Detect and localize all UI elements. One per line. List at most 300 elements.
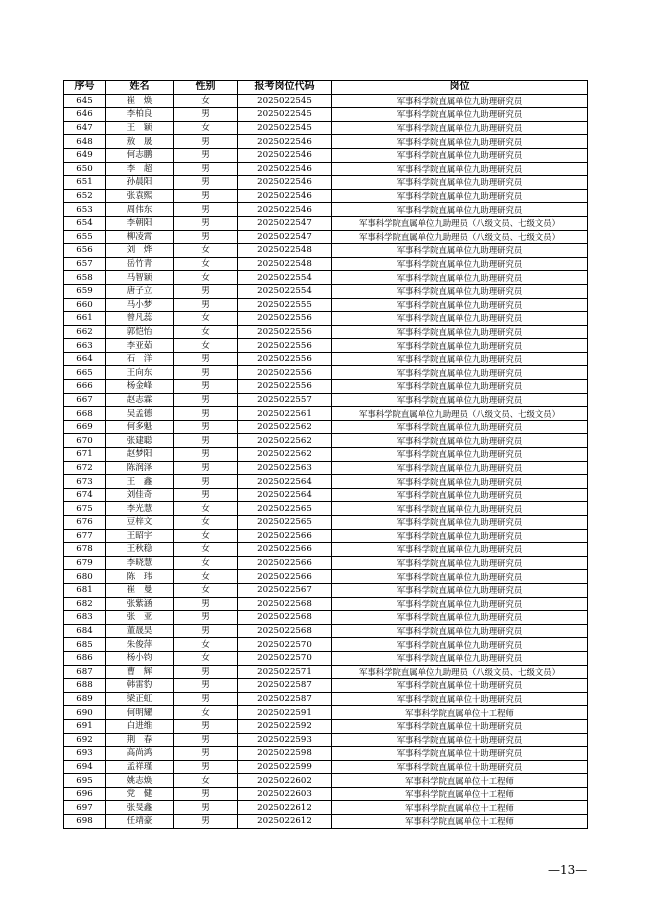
candidate-table: [63, 80, 588, 829]
gender-cell: 女: [174, 339, 238, 353]
gender-cell: 女: [174, 556, 238, 570]
gender-cell: 男: [174, 298, 238, 312]
table-row: [64, 570, 588, 584]
name-cell: 郭恺怡: [106, 325, 174, 339]
position-code-cell: 2025022599: [238, 760, 332, 774]
serial-cell: 645: [64, 94, 106, 108]
position-cell: 军事科学院直属单位九助理研究员: [332, 380, 588, 394]
gender-cell: 女: [174, 502, 238, 516]
header-name: 姓名: [106, 81, 174, 95]
position-cell: 军事科学院直属单位九助理研究员: [332, 583, 588, 597]
name-cell: 荆 春: [106, 733, 174, 747]
gender-cell: 男: [174, 448, 238, 462]
position-cell: 军事科学院直属单位九助理研究员: [332, 448, 588, 462]
position-cell: 军事科学院直属单位九助理研究员: [332, 529, 588, 543]
position-cell: 军事科学院直属单位九助理研究员: [332, 475, 588, 489]
gender-cell: 男: [174, 679, 238, 693]
position-code-cell: 2025022556: [238, 312, 332, 326]
position-cell: 军事科学院直属单位九助理研究员: [332, 325, 588, 339]
position-cell: 军事科学院直属单位十工程师: [332, 801, 588, 815]
position-code-cell: 2025022591: [238, 706, 332, 720]
gender-cell: 女: [174, 570, 238, 584]
table-row: [64, 271, 588, 285]
name-cell: 马智颖: [106, 271, 174, 285]
table-row: [64, 733, 588, 747]
position-code-cell: 2025022564: [238, 488, 332, 502]
position-cell: 军事科学院直属单位九助理研究员: [332, 502, 588, 516]
table-row: [64, 312, 588, 326]
name-cell: 党 健: [106, 787, 174, 801]
table-row: [64, 624, 588, 638]
serial-cell: 698: [64, 815, 106, 829]
serial-cell: 666: [64, 380, 106, 394]
name-cell: 何明耀: [106, 706, 174, 720]
gender-cell: 男: [174, 135, 238, 149]
position-code-cell: 2025022566: [238, 543, 332, 557]
position-cell: 军事科学院直属单位九助理研究员: [332, 244, 588, 258]
position-cell: 军事科学院直属单位九助理员（八级文员、七级文员）: [332, 230, 588, 244]
position-code-cell: 2025022556: [238, 325, 332, 339]
table-row: [64, 366, 588, 380]
page-number: —13—: [548, 863, 588, 877]
table-row: [64, 488, 588, 502]
table-row: [64, 611, 588, 625]
position-code-cell: 2025022612: [238, 801, 332, 815]
serial-cell: 683: [64, 611, 106, 625]
position-code-cell: 2025022603: [238, 787, 332, 801]
header-position-code: 报考岗位代码: [238, 81, 332, 95]
name-cell: 周伟东: [106, 203, 174, 217]
position-cell: 军事科学院直属单位十工程师: [332, 787, 588, 801]
name-cell: 董晟昊: [106, 624, 174, 638]
position-code-cell: 2025022568: [238, 597, 332, 611]
serial-cell: 682: [64, 597, 106, 611]
gender-cell: 男: [174, 108, 238, 122]
position-cell: 军事科学院直属单位九助理员（八级文员、七级文员）: [332, 216, 588, 230]
serial-cell: 676: [64, 516, 106, 530]
name-cell: 王秋稳: [106, 543, 174, 557]
serial-cell: 660: [64, 298, 106, 312]
header-serial: 序号: [64, 81, 106, 95]
position-code-cell: 2025022587: [238, 692, 332, 706]
table-row: [64, 121, 588, 135]
position-cell: 军事科学院直属单位九助理研究员: [332, 176, 588, 190]
table-row: [64, 475, 588, 489]
gender-cell: 女: [174, 516, 238, 530]
table-row: [64, 189, 588, 203]
serial-cell: 685: [64, 638, 106, 652]
serial-cell: 681: [64, 583, 106, 597]
position-cell: 军事科学院直属单位九助理研究员: [332, 352, 588, 366]
position-cell: 军事科学院直属单位九助理研究员: [332, 651, 588, 665]
position-code-cell: 2025022557: [238, 393, 332, 407]
table-row: [64, 352, 588, 366]
name-cell: 李亚茹: [106, 339, 174, 353]
position-cell: 军事科学院直属单位九助理员（八级文员、七级文员）: [332, 407, 588, 421]
serial-cell: 697: [64, 801, 106, 815]
name-cell: 敖 晟: [106, 135, 174, 149]
serial-cell: 678: [64, 543, 106, 557]
position-cell: 军事科学院直属单位九助理研究员: [332, 121, 588, 135]
table-row: [64, 244, 588, 258]
table-row: [64, 108, 588, 122]
serial-cell: 674: [64, 488, 106, 502]
gender-cell: 男: [174, 407, 238, 421]
position-cell: 军事科学院直属单位九助理研究员: [332, 284, 588, 298]
gender-cell: 男: [174, 434, 238, 448]
gender-cell: 男: [174, 733, 238, 747]
position-cell: 军事科学院直属单位九助理研究员: [332, 366, 588, 380]
name-cell: 孟祥瑾: [106, 760, 174, 774]
table-row: [64, 665, 588, 679]
position-code-cell: 2025022565: [238, 502, 332, 516]
gender-cell: 男: [174, 801, 238, 815]
position-cell: 军事科学院直属单位十助理研究员: [332, 760, 588, 774]
gender-cell: 女: [174, 325, 238, 339]
name-cell: 高尚鸿: [106, 747, 174, 761]
position-code-cell: 2025022546: [238, 203, 332, 217]
position-code-cell: 2025022562: [238, 420, 332, 434]
name-cell: 李晓慧: [106, 556, 174, 570]
serial-cell: 675: [64, 502, 106, 516]
position-cell: 军事科学院直属单位九助理研究员: [332, 298, 588, 312]
serial-cell: 668: [64, 407, 106, 421]
name-cell: 韩雷豹: [106, 679, 174, 693]
position-cell: 军事科学院直属单位十助理研究员: [332, 747, 588, 761]
serial-cell: 687: [64, 665, 106, 679]
name-cell: 吴孟德: [106, 407, 174, 421]
position-cell: 军事科学院直属单位九助理研究员: [332, 638, 588, 652]
name-cell: 赵梦阳: [106, 448, 174, 462]
name-cell: 王昭宇: [106, 529, 174, 543]
serial-cell: 690: [64, 706, 106, 720]
name-cell: 马小梦: [106, 298, 174, 312]
position-cell: 军事科学院直属单位九助理研究员: [332, 434, 588, 448]
serial-cell: 662: [64, 325, 106, 339]
table-row: [64, 556, 588, 570]
position-cell: 军事科学院直属单位九助理研究员: [332, 570, 588, 584]
position-code-cell: 2025022561: [238, 407, 332, 421]
serial-cell: 665: [64, 366, 106, 380]
position-cell: 军事科学院直属单位十助理研究员: [332, 719, 588, 733]
serial-cell: 692: [64, 733, 106, 747]
gender-cell: 男: [174, 488, 238, 502]
table-row: [64, 176, 588, 190]
position-code-cell: 2025022612: [238, 815, 332, 829]
position-code-cell: 2025022567: [238, 583, 332, 597]
position-cell: 军事科学院直属单位九助理研究员: [332, 339, 588, 353]
serial-cell: 684: [64, 624, 106, 638]
table-row: [64, 679, 588, 693]
table-row: [64, 380, 588, 394]
gender-cell: 男: [174, 760, 238, 774]
position-code-cell: 2025022570: [238, 638, 332, 652]
table-row: [64, 94, 588, 108]
gender-cell: 男: [174, 815, 238, 829]
serial-cell: 654: [64, 216, 106, 230]
gender-cell: 女: [174, 529, 238, 543]
position-code-cell: 2025022566: [238, 570, 332, 584]
table-row: [64, 706, 588, 720]
name-cell: 陈 玮: [106, 570, 174, 584]
name-cell: 刘 烨: [106, 244, 174, 258]
serial-cell: 677: [64, 529, 106, 543]
table-row: [64, 339, 588, 353]
position-code-cell: 2025022587: [238, 679, 332, 693]
serial-cell: 680: [64, 570, 106, 584]
serial-cell: 656: [64, 244, 106, 258]
gender-cell: 女: [174, 244, 238, 258]
name-cell: 张紫涵: [106, 597, 174, 611]
gender-cell: 女: [174, 651, 238, 665]
position-cell: 军事科学院直属单位九助理研究员: [332, 108, 588, 122]
serial-cell: 647: [64, 121, 106, 135]
table-row: [64, 393, 588, 407]
name-cell: 何志鹏: [106, 148, 174, 162]
position-code-cell: 2025022571: [238, 665, 332, 679]
table-row: [64, 774, 588, 788]
table-row: [64, 216, 588, 230]
gender-cell: 女: [174, 638, 238, 652]
serial-cell: 672: [64, 461, 106, 475]
position-cell: 军事科学院直属单位十助理研究员: [332, 733, 588, 747]
position-code-cell: 2025022547: [238, 216, 332, 230]
position-code-cell: 2025022546: [238, 176, 332, 190]
name-cell: 石 洋: [106, 352, 174, 366]
position-cell: 军事科学院直属单位九助理研究员: [332, 516, 588, 530]
gender-cell: 男: [174, 665, 238, 679]
table-row: [64, 325, 588, 339]
position-code-cell: 2025022568: [238, 624, 332, 638]
table-row: [64, 420, 588, 434]
position-code-cell: 2025022556: [238, 352, 332, 366]
name-cell: 任靖豪: [106, 815, 174, 829]
serial-cell: 673: [64, 475, 106, 489]
position-code-cell: 2025022556: [238, 366, 332, 380]
table-row: [64, 516, 588, 530]
table-row: [64, 787, 588, 801]
name-cell: 王向东: [106, 366, 174, 380]
table-row: [64, 597, 588, 611]
header-gender: 性别: [174, 81, 238, 95]
name-cell: 孙晨阳: [106, 176, 174, 190]
gender-cell: 男: [174, 475, 238, 489]
position-cell: 军事科学院直属单位九助理研究员: [332, 461, 588, 475]
position-cell: 军事科学院直属单位九助理研究员: [332, 420, 588, 434]
gender-cell: 男: [174, 461, 238, 475]
table-row: [64, 638, 588, 652]
table-row: [64, 760, 588, 774]
gender-cell: 男: [174, 787, 238, 801]
table-row: [64, 815, 588, 829]
table-row: [64, 257, 588, 271]
position-cell: 军事科学院直属单位九助理员（八级文员、七级文员）: [332, 665, 588, 679]
gender-cell: 女: [174, 121, 238, 135]
serial-cell: 659: [64, 284, 106, 298]
name-cell: 豆梓文: [106, 516, 174, 530]
position-code-cell: 2025022598: [238, 747, 332, 761]
name-cell: 张旻鑫: [106, 801, 174, 815]
table-row: [64, 298, 588, 312]
position-code-cell: 2025022568: [238, 611, 332, 625]
table-header-row: [64, 81, 588, 95]
position-cell: 军事科学院直属单位九助理研究员: [332, 148, 588, 162]
gender-cell: 男: [174, 176, 238, 190]
name-cell: 曹 辉: [106, 665, 174, 679]
position-code-cell: 2025022562: [238, 448, 332, 462]
gender-cell: 女: [174, 271, 238, 285]
table-row: [64, 407, 588, 421]
position-cell: 军事科学院直属单位九助理研究员: [332, 312, 588, 326]
name-cell: 李 超: [106, 162, 174, 176]
position-code-cell: 2025022556: [238, 339, 332, 353]
serial-cell: 688: [64, 679, 106, 693]
position-code-cell: 2025022546: [238, 189, 332, 203]
position-code-cell: 2025022545: [238, 94, 332, 108]
gender-cell: 男: [174, 624, 238, 638]
gender-cell: 男: [174, 148, 238, 162]
position-cell: 军事科学院直属单位十助理研究员: [332, 679, 588, 693]
gender-cell: 男: [174, 380, 238, 394]
table-row: [64, 747, 588, 761]
table-row: [64, 583, 588, 597]
name-cell: 刘佳奇: [106, 488, 174, 502]
gender-cell: 女: [174, 94, 238, 108]
position-cell: 军事科学院直属单位九助理研究员: [332, 135, 588, 149]
table-row: [64, 692, 588, 706]
position-cell: 军事科学院直属单位九助理研究员: [332, 189, 588, 203]
serial-cell: 661: [64, 312, 106, 326]
position-code-cell: 2025022546: [238, 162, 332, 176]
table-row: [64, 135, 588, 149]
position-code-cell: 2025022547: [238, 230, 332, 244]
gender-cell: 女: [174, 583, 238, 597]
position-cell: 军事科学院直属单位九助理研究员: [332, 597, 588, 611]
position-code-cell: 2025022592: [238, 719, 332, 733]
position-cell: 军事科学院直属单位九助理研究员: [332, 162, 588, 176]
gender-cell: 男: [174, 189, 238, 203]
name-cell: 朱俊萍: [106, 638, 174, 652]
gender-cell: 男: [174, 216, 238, 230]
name-cell: 崔 焕: [106, 94, 174, 108]
serial-cell: 649: [64, 148, 106, 162]
position-cell: 军事科学院直属单位九助理研究员: [332, 488, 588, 502]
name-cell: 张建聪: [106, 434, 174, 448]
table-row: [64, 230, 588, 244]
position-cell: 军事科学院直属单位十工程师: [332, 706, 588, 720]
position-code-cell: 2025022562: [238, 434, 332, 448]
serial-cell: 693: [64, 747, 106, 761]
name-cell: 岳竹青: [106, 257, 174, 271]
position-cell: 军事科学院直属单位九助理研究员: [332, 257, 588, 271]
serial-cell: 669: [64, 420, 106, 434]
table-row: [64, 461, 588, 475]
serial-cell: 695: [64, 774, 106, 788]
table-row: [64, 543, 588, 557]
serial-cell: 667: [64, 393, 106, 407]
serial-cell: 679: [64, 556, 106, 570]
serial-cell: 652: [64, 189, 106, 203]
name-cell: 柳凌霄: [106, 230, 174, 244]
position-code-cell: 2025022548: [238, 244, 332, 258]
table-row: [64, 148, 588, 162]
position-cell: 军事科学院直属单位九助理研究员: [332, 203, 588, 217]
serial-cell: 664: [64, 352, 106, 366]
position-code-cell: 2025022570: [238, 651, 332, 665]
gender-cell: 男: [174, 719, 238, 733]
position-code-cell: 2025022565: [238, 516, 332, 530]
serial-cell: 650: [64, 162, 106, 176]
position-code-cell: 2025022555: [238, 298, 332, 312]
serial-cell: 653: [64, 203, 106, 217]
position-code-cell: 2025022602: [238, 774, 332, 788]
header-position: 岗位: [332, 81, 588, 95]
name-cell: 崔 曼: [106, 583, 174, 597]
name-cell: 白进维: [106, 719, 174, 733]
position-cell: 军事科学院直属单位九助理研究员: [332, 556, 588, 570]
position-code-cell: 2025022545: [238, 108, 332, 122]
gender-cell: 男: [174, 611, 238, 625]
position-code-cell: 2025022546: [238, 148, 332, 162]
table-row: [64, 203, 588, 217]
gender-cell: 男: [174, 162, 238, 176]
serial-cell: 691: [64, 719, 106, 733]
position-code-cell: 2025022563: [238, 461, 332, 475]
position-code-cell: 2025022545: [238, 121, 332, 135]
position-cell: 军事科学院直属单位九助理研究员: [332, 543, 588, 557]
gender-cell: 男: [174, 747, 238, 761]
position-cell: 军事科学院直属单位九助理研究员: [332, 624, 588, 638]
serial-cell: 694: [64, 760, 106, 774]
table-row: [64, 448, 588, 462]
gender-cell: 女: [174, 312, 238, 326]
serial-cell: 651: [64, 176, 106, 190]
name-cell: 张 亚: [106, 611, 174, 625]
name-cell: 李柏良: [106, 108, 174, 122]
name-cell: 李朝阳: [106, 216, 174, 230]
position-cell: 军事科学院直属单位九助理研究员: [332, 94, 588, 108]
table-row: [64, 529, 588, 543]
table-row: [64, 162, 588, 176]
gender-cell: 男: [174, 393, 238, 407]
serial-cell: 663: [64, 339, 106, 353]
name-cell: 陈润泽: [106, 461, 174, 475]
table-row: [64, 502, 588, 516]
position-code-cell: 2025022556: [238, 380, 332, 394]
gender-cell: 女: [174, 257, 238, 271]
position-code-cell: 2025022546: [238, 135, 332, 149]
serial-cell: 670: [64, 434, 106, 448]
position-cell: 军事科学院直属单位九助理研究员: [332, 271, 588, 285]
serial-cell: 689: [64, 692, 106, 706]
position-cell: 军事科学院直属单位十工程师: [332, 774, 588, 788]
position-cell: 军事科学院直属单位十助理研究员: [332, 692, 588, 706]
table-row: [64, 434, 588, 448]
position-cell: 军事科学院直属单位十工程师: [332, 815, 588, 829]
position-cell: 军事科学院直属单位九助理研究员: [332, 393, 588, 407]
serial-cell: 658: [64, 271, 106, 285]
position-code-cell: 2025022593: [238, 733, 332, 747]
position-code-cell: 2025022566: [238, 529, 332, 543]
name-cell: 梁正虹: [106, 692, 174, 706]
name-cell: 赵志霖: [106, 393, 174, 407]
name-cell: 杨金峰: [106, 380, 174, 394]
name-cell: 王 鑫: [106, 475, 174, 489]
gender-cell: 女: [174, 706, 238, 720]
position-cell: 军事科学院直属单位九助理研究员: [332, 611, 588, 625]
position-code-cell: 2025022566: [238, 556, 332, 570]
position-code-cell: 2025022554: [238, 284, 332, 298]
